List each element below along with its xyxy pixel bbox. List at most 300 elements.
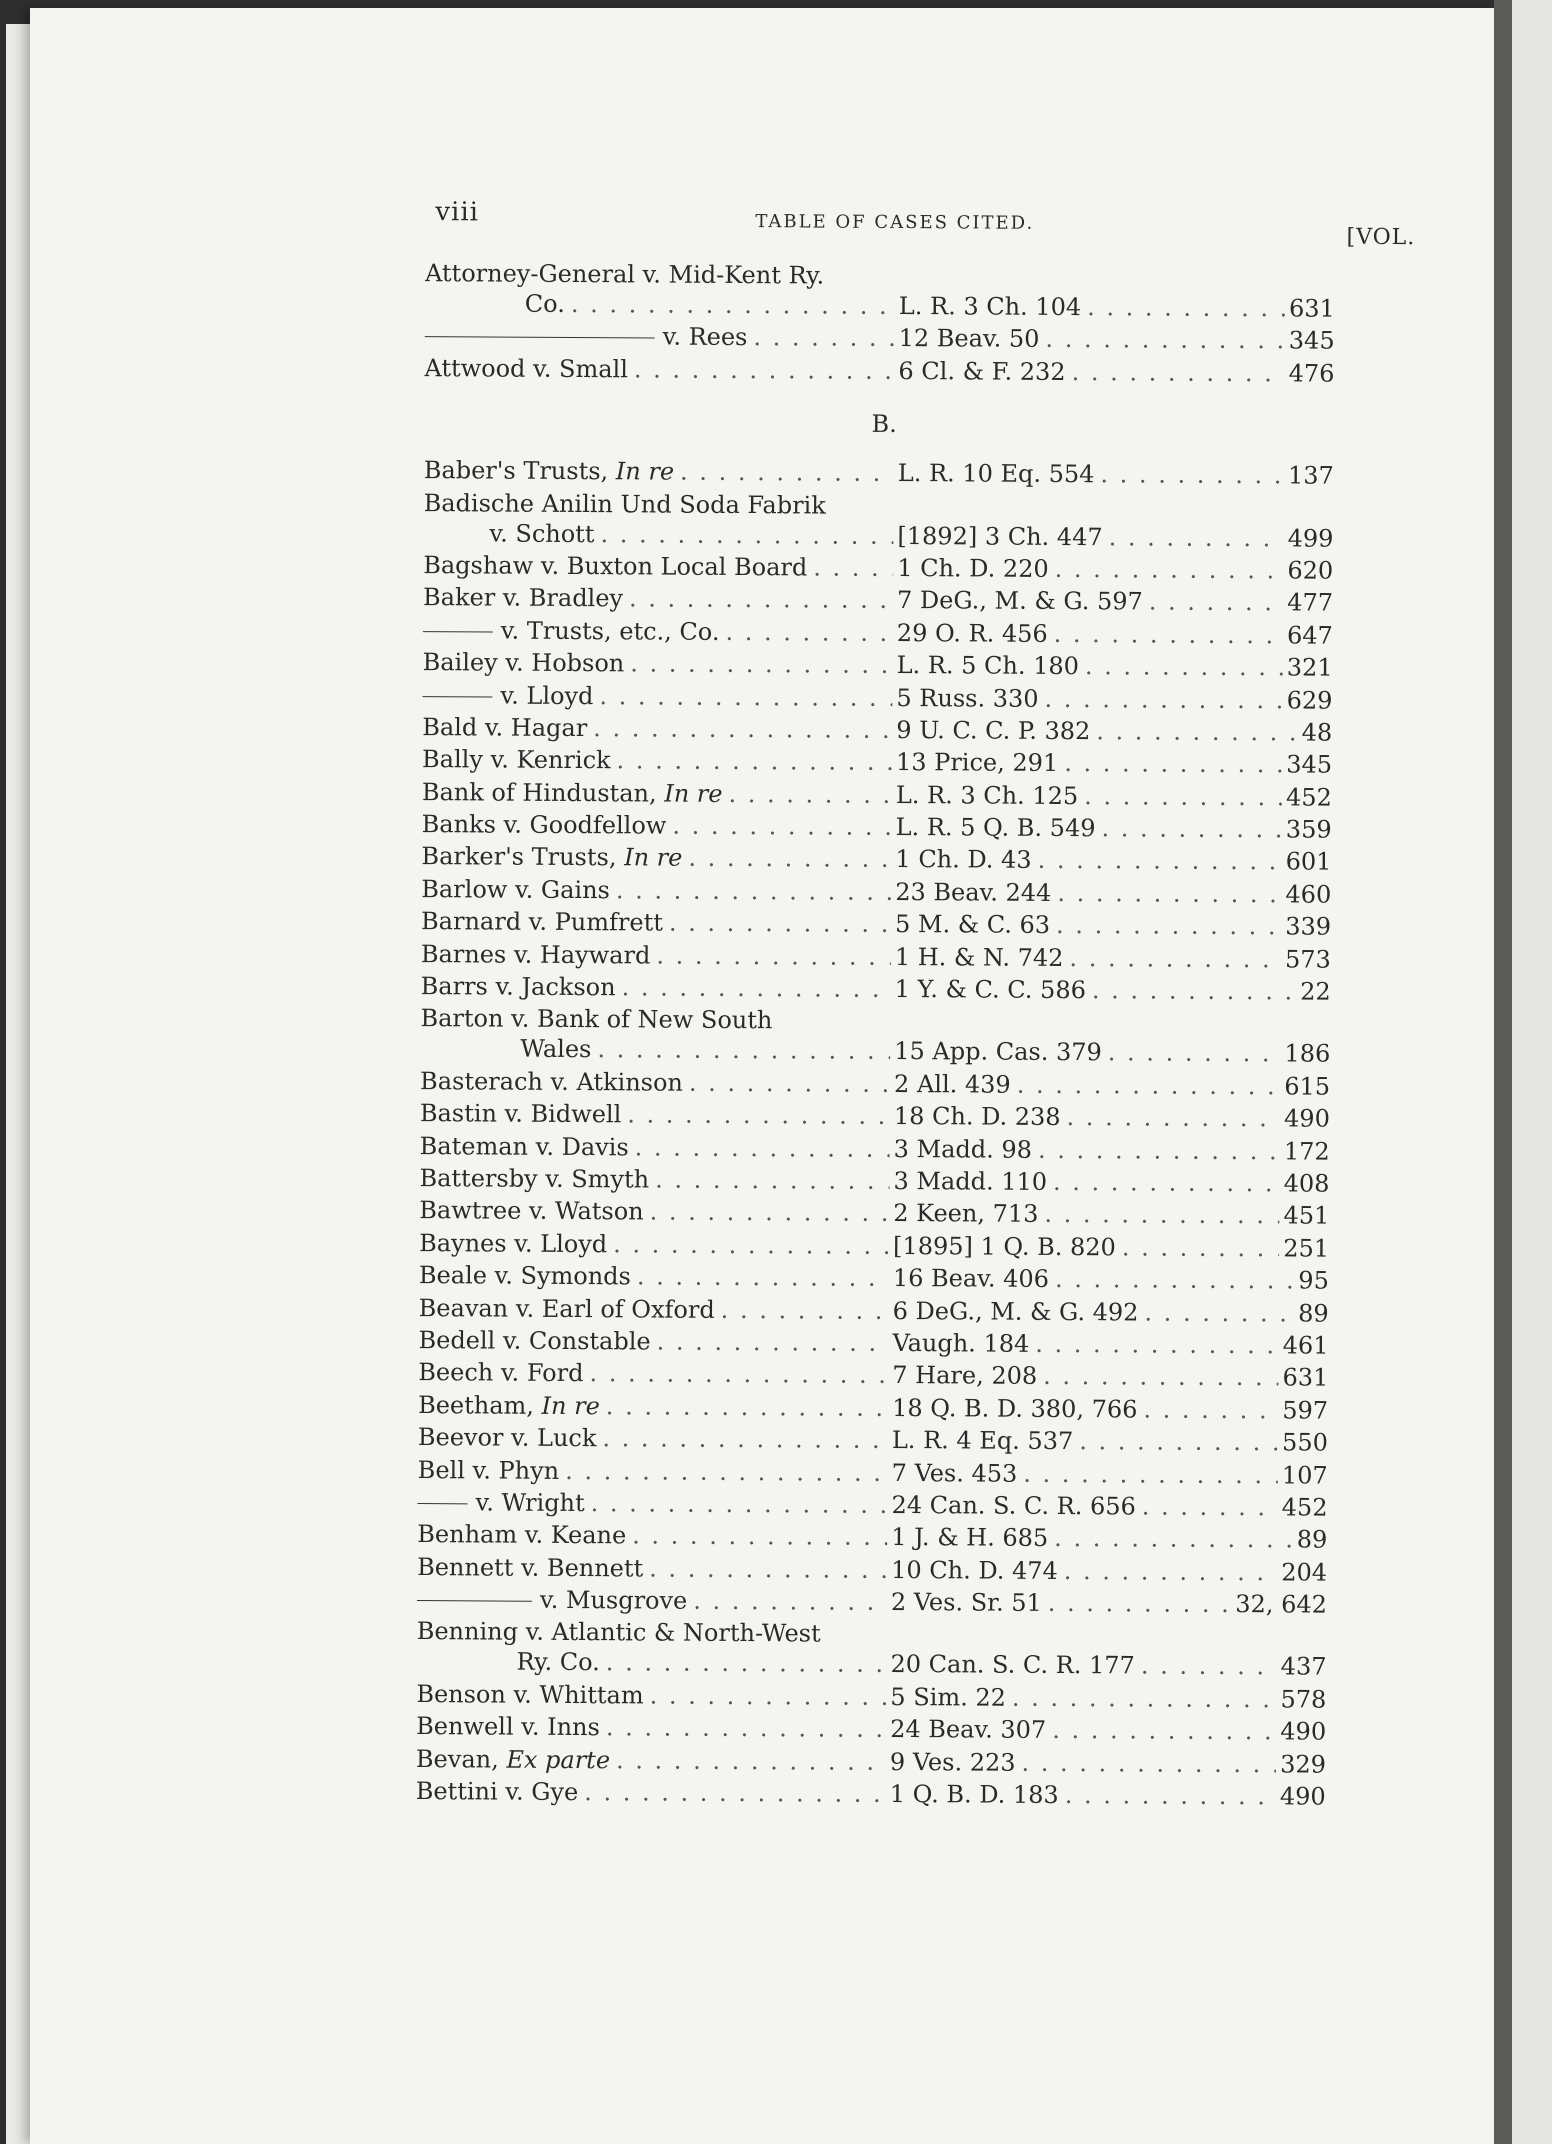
page-reference: 578: [1280, 1685, 1327, 1714]
case-name: [420, 1034, 591, 1063]
case-name-cell: [420, 1067, 890, 1098]
leader-dots: [600, 1713, 886, 1743]
page-reference: 499: [1287, 523, 1334, 553]
case-name: [416, 1680, 643, 1709]
case-name-italic: In re: [624, 843, 683, 873]
leader-dots: [1049, 1265, 1295, 1294]
case-name-text: Beetham,: [418, 1390, 535, 1420]
case-name-text: Beale v. Symonds: [418, 1261, 631, 1291]
page-reference: 629: [1286, 685, 1333, 715]
page-reference: 186: [1284, 1039, 1331, 1069]
case-name-cell: [423, 616, 893, 647]
leader-dots: [1029, 1330, 1279, 1360]
page-reference: 631: [1288, 294, 1335, 323]
case-name-cell: [417, 1585, 887, 1616]
leader-dots: [1048, 620, 1284, 649]
report-citation: 7 DeG., M. & G. 597: [896, 586, 1143, 616]
page-reference: 451: [1283, 1201, 1330, 1230]
leader-dots: [626, 1522, 887, 1552]
page-reference: 32, 642: [1235, 1590, 1328, 1619]
citation-cell: [888, 1329, 1328, 1360]
leader-dots: [1058, 749, 1282, 778]
case-name: [419, 1196, 644, 1225]
page-reference: 490: [1283, 1104, 1330, 1133]
citation-cell: [889, 1264, 1329, 1295]
case-name-cell: [417, 1618, 887, 1649]
report-citation: [1892] 3 Ch. 447: [897, 521, 1103, 551]
leader-dots: [1017, 1459, 1278, 1489]
page-reference: 204: [1281, 1558, 1328, 1587]
citation-cell: [890, 1070, 1330, 1101]
case-name-text: Co.: [524, 289, 565, 318]
citation-cell: [890, 1102, 1330, 1133]
case-name-cell: [422, 778, 892, 809]
case-name: [425, 259, 824, 289]
citation-cell: [895, 324, 1335, 355]
citation-cell: [891, 975, 1331, 1006]
case-name-cell: [419, 1196, 889, 1227]
report-citation: 23 Beav. 244: [895, 877, 1052, 907]
case-name-cell: [418, 1423, 888, 1454]
case-name-cell: [424, 489, 894, 520]
page-reference: 172: [1283, 1136, 1330, 1166]
case-name-text: Battersby v. Smyth: [419, 1164, 650, 1194]
leader-dots: [651, 1327, 889, 1356]
case-name-text: Bedell v. Constable: [418, 1326, 651, 1356]
leader-dots: [1136, 1492, 1278, 1521]
citation-cell: [894, 459, 1334, 490]
leader-dots: [674, 458, 894, 487]
case-name-italic: Ex parte: [506, 1745, 611, 1774]
page-reference: 345: [1286, 750, 1333, 779]
report-citation: 18 Ch. D. 238: [893, 1102, 1061, 1132]
page-reference: 550: [1282, 1428, 1328, 1457]
case-name-cell: [421, 972, 891, 1003]
leader-dots: [719, 618, 893, 647]
citation-cell: [893, 619, 1333, 650]
ditto-dash: [423, 631, 493, 632]
citation-cell: [888, 1394, 1328, 1425]
case-name-cell: [416, 1745, 886, 1776]
case-name: [423, 616, 720, 646]
leader-dots: [666, 812, 891, 841]
case-name: [422, 745, 611, 774]
page-reference: 597: [1282, 1396, 1329, 1425]
case-name-text: Barrs v. Jackson: [420, 972, 616, 1002]
case-name-text: Bateman v. Davis: [419, 1131, 629, 1161]
case-name-cell: [420, 1004, 890, 1035]
case-name-text: v. Wright: [475, 1488, 585, 1517]
citation-cell: [887, 1556, 1327, 1587]
case-name-text: Bald v. Hagar: [422, 712, 588, 742]
report-citation: 15 App. Cas. 379: [894, 1037, 1102, 1067]
case-name: [420, 1004, 772, 1034]
case-name: [418, 1391, 600, 1420]
case-name-text: v. Rees: [662, 322, 748, 352]
case-name: [421, 907, 663, 936]
leader-dots: [1063, 944, 1281, 973]
case-name-cell: [425, 321, 895, 352]
page-reference: 452: [1281, 1493, 1328, 1522]
case-name-text: Bally v. Kenrick: [421, 745, 611, 775]
case-name: [418, 1326, 650, 1355]
case-name-text: Bailey v. Hobson: [422, 648, 625, 678]
leader-dots: [593, 682, 892, 712]
leader-dots: [1050, 911, 1281, 940]
case-name: [421, 843, 682, 873]
leader-dots: [715, 1295, 889, 1324]
case-name: [417, 1520, 626, 1549]
leader-dots: [1051, 879, 1281, 908]
case-name: [419, 1229, 607, 1258]
citation-cell: [891, 845, 1331, 876]
citation-cell: [893, 651, 1333, 682]
report-citation: 20 Can. S. C. R. 177: [890, 1650, 1135, 1680]
citation-cell: [893, 522, 1333, 553]
case-name-text: Baynes v. Lloyd: [419, 1228, 608, 1258]
case-name-text: Basterach v. Atkinson: [420, 1066, 684, 1097]
report-citation: L. R. 3 Ch. 104: [898, 291, 1082, 322]
case-name-cell: [421, 907, 891, 938]
case-name-text: v. Lloyd: [500, 681, 594, 710]
leader-dots: [621, 1101, 890, 1131]
page-reference: 329: [1280, 1749, 1327, 1779]
report-citation: 1 H. & N. 742: [894, 942, 1064, 972]
page-reference: 601: [1285, 847, 1332, 877]
leader-dots: [644, 1198, 890, 1227]
case-name: [418, 1423, 597, 1452]
leader-dots: [578, 1778, 886, 1808]
page-reference: 573: [1284, 944, 1331, 974]
report-citation: 24 Can. S. C. R. 656: [891, 1490, 1136, 1521]
case-name: [417, 1488, 584, 1517]
leader-dots: [1116, 1233, 1280, 1262]
case-name-text: Beavan v. Earl of Oxford: [418, 1293, 715, 1324]
case-name-cell: [425, 259, 895, 290]
leader-dots: [610, 876, 892, 906]
page-reference: 89: [1296, 1525, 1328, 1554]
case-name: [417, 1553, 643, 1582]
case-name-cell: [416, 1712, 886, 1743]
case-name: [424, 456, 674, 486]
leader-dots: [1066, 358, 1285, 387]
report-citation: 24 Beav. 307: [890, 1715, 1047, 1745]
report-citation: 1 Q. B. D. 183: [889, 1779, 1059, 1809]
case-name: [416, 1745, 610, 1774]
case-name-italic: In re: [541, 1391, 600, 1420]
leader-dots: [600, 1392, 888, 1422]
case-name-text: Beech v. Ford: [418, 1358, 584, 1388]
case-name-text: Wales: [520, 1035, 592, 1064]
report-citation: 1 Ch. D. 220: [897, 553, 1049, 583]
leader-dots: [1015, 1748, 1276, 1778]
citation-cell: [889, 1232, 1329, 1263]
leader-dots: [629, 1133, 890, 1163]
ditto-dash: [422, 696, 492, 697]
case-name: [424, 354, 628, 383]
page-reference: 620: [1287, 556, 1334, 585]
case-name-cell: [420, 1132, 890, 1163]
page-reference: 22: [1300, 977, 1331, 1006]
ditto-dash: [425, 336, 655, 338]
case-name-cell: [416, 1680, 886, 1711]
case-name-text: Bell v. Phyn: [417, 1455, 560, 1485]
case-name-text: Bastin v. Bidwell: [419, 1099, 622, 1129]
case-name-cell: [422, 745, 892, 776]
leader-dots: [1078, 782, 1282, 811]
leader-dots: [600, 1649, 887, 1679]
citation-cell: [892, 781, 1332, 812]
leader-dots: [1039, 325, 1285, 354]
report-citation: 6 Cl. & F. 232: [898, 356, 1066, 386]
citation-cell: [892, 748, 1332, 779]
report-citation: 18 Q. B. D. 380, 766: [892, 1393, 1138, 1424]
citation-cell: [892, 716, 1332, 747]
citation-cell: [886, 1650, 1326, 1681]
leader-dots: [687, 1587, 887, 1616]
page-reference: 631: [1282, 1363, 1329, 1392]
leader-dots: [1032, 846, 1282, 876]
citation-cell: [887, 1491, 1327, 1522]
leader-dots: [1058, 1557, 1278, 1586]
citation-cell: [891, 878, 1331, 909]
case-name-cell: [423, 551, 893, 582]
leader-dots: [747, 323, 894, 352]
leader-dots: [587, 714, 892, 744]
citation-cell: [887, 1588, 1327, 1619]
leader-dots: [807, 553, 893, 582]
leader-dots: [1046, 1716, 1276, 1745]
leader-dots: [596, 1424, 888, 1454]
case-name-text: Ry. Co.: [516, 1648, 600, 1677]
page-reference: 251: [1283, 1234, 1330, 1263]
case-name: [422, 713, 587, 742]
leader-dots: [1049, 555, 1284, 584]
report-citation: 3 Madd. 110: [893, 1166, 1048, 1196]
case-name: [423, 519, 594, 548]
leader-dots: [611, 747, 893, 777]
report-citation: 9 U. C. C. P. 382: [896, 715, 1091, 746]
case-name-text: Benham v. Keane: [417, 1520, 627, 1550]
case-name: [425, 321, 748, 351]
leader-dots: [616, 973, 891, 1003]
case-name: [424, 489, 826, 519]
ditto-dash: [418, 1503, 468, 1504]
leader-dots: [1095, 814, 1281, 843]
case-name-cell: [423, 648, 893, 679]
case-name: [423, 583, 623, 612]
citation-cell: [886, 1715, 1326, 1746]
report-citation: 2 Ves. Sr. 51: [890, 1588, 1042, 1617]
leader-dots: [1073, 1427, 1278, 1456]
leader-dots: [644, 1681, 887, 1710]
leader-dots: [1038, 1200, 1279, 1229]
leader-dots: [565, 290, 895, 320]
page-reference: 490: [1280, 1717, 1327, 1746]
page-reference: 647: [1286, 621, 1333, 650]
citation-cell: [892, 683, 1332, 714]
leader-dots: [610, 1746, 886, 1776]
leader-dots: [1143, 588, 1284, 617]
case-name: [421, 972, 616, 1001]
case-name: [417, 1618, 821, 1648]
case-name-text: Benning v. Atlantic & North-West: [416, 1617, 821, 1648]
report-citation: 2 Keen, 713: [893, 1199, 1039, 1229]
case-name-cell: [424, 456, 894, 487]
citation-cell: [889, 1167, 1329, 1198]
report-citation: 10 Ch. D. 474: [891, 1555, 1058, 1585]
page-reference: 339: [1285, 912, 1332, 941]
case-name-cell: [423, 583, 893, 614]
page-reference: 437: [1280, 1652, 1327, 1682]
case-name: [420, 1067, 683, 1097]
citation-cell: [893, 586, 1333, 617]
report-citation: 7 Ves. 453: [891, 1458, 1018, 1488]
case-name: [416, 1648, 599, 1677]
leader-dots: [1047, 1168, 1280, 1197]
leader-dots: [1061, 1103, 1281, 1132]
leader-dots: [683, 1068, 890, 1097]
leader-dots: [1135, 1652, 1277, 1681]
report-citation: 2 All. 439: [894, 1069, 1011, 1099]
case-name-text: Bawtree v. Watson: [419, 1196, 644, 1226]
citation-cell: [891, 943, 1331, 974]
report-citation: [1895] 1 Q. B. 820: [893, 1231, 1116, 1262]
case-entry: [416, 1777, 1376, 1815]
citation-cell: [889, 1296, 1329, 1327]
report-citation: 1 Ch. D. 43: [895, 845, 1032, 875]
case-name-cell: [422, 681, 892, 712]
report-citation: L. R. 5 Ch. 180: [896, 651, 1080, 681]
case-name-cell: [419, 1164, 889, 1195]
leader-dots: [623, 585, 893, 615]
page-reference: 345: [1288, 326, 1335, 356]
leader-dots: [559, 1456, 888, 1486]
citation-cell: [888, 1361, 1328, 1392]
case-name: [422, 778, 723, 808]
page-reference: 95: [1298, 1266, 1329, 1295]
case-name-text: Attwood v. Small: [424, 353, 629, 384]
case-name-text: v. Musgrove: [539, 1585, 688, 1615]
case-name-cell: [420, 1034, 890, 1065]
leader-dots: [1086, 976, 1296, 1005]
volume-marker: [VOL.: [1346, 224, 1416, 251]
citation-cell: [886, 1780, 1326, 1811]
case-name: [419, 1294, 715, 1324]
case-name-text: v. Trusts, etc., Co.: [500, 616, 720, 646]
case-name-text: v. Schott: [489, 519, 595, 548]
case-name-cell: [417, 1520, 887, 1551]
case-name-cell: [418, 1358, 888, 1389]
page-reference: 460: [1285, 880, 1332, 909]
leader-dots: [1081, 293, 1285, 322]
page-reference: 137: [1287, 461, 1334, 490]
case-name: [420, 1132, 629, 1161]
report-citation: L. R. 4 Eq. 537: [891, 1426, 1074, 1456]
report-citation: 7 Hare, 208: [892, 1361, 1038, 1391]
leader-dots: [1090, 717, 1298, 746]
case-name-text: Benwell v. Inns: [416, 1712, 600, 1742]
report-citation: 6 DeG., M. & G. 492: [892, 1296, 1139, 1327]
case-name: [418, 1358, 583, 1387]
case-name-text: Attorney-General v. Mid-Kent Ry.: [424, 259, 825, 290]
leader-dots: [1037, 1362, 1278, 1391]
leader-dots: [722, 780, 891, 809]
page-reference: 476: [1288, 359, 1335, 388]
case-name-cell: [419, 1229, 889, 1260]
report-citation: 13 Price, 291: [895, 748, 1059, 778]
leader-dots: [1006, 1684, 1277, 1714]
citation-cell: [891, 910, 1331, 941]
case-name-text: Badische Anilin Und Soda Fabrik: [423, 488, 826, 520]
page-reference: 461: [1282, 1331, 1329, 1360]
leader-dots: [682, 844, 891, 873]
case-name-text: Bagshaw v. Buxton Local Board: [423, 551, 808, 582]
case-name-text: Barker's Trusts,: [421, 842, 617, 872]
leader-dots: [624, 649, 893, 679]
case-name-text: Barlow v. Gains: [421, 874, 610, 905]
leader-dots: [1038, 684, 1282, 713]
report-citation: L. R. 5 Q. B. 549: [895, 813, 1096, 843]
citation-cell: [895, 292, 1335, 323]
case-name-text: Baker v. Bradley: [422, 583, 624, 613]
leader-dots: [1011, 1070, 1281, 1100]
report-citation: L. R. 3 Ch. 125: [895, 780, 1079, 810]
report-citation: 1 J. & H. 685: [891, 1523, 1049, 1553]
leader-dots: [628, 355, 895, 385]
case-name-cell: [417, 1553, 887, 1584]
citation-cell: [889, 1199, 1329, 1230]
case-name-text: Barnard v. Pumfrett: [420, 907, 663, 937]
running-header: [435, 197, 1415, 253]
leader-dots: [591, 1036, 890, 1066]
case-name-cell: [423, 519, 893, 550]
case-name-cell: [422, 713, 892, 744]
citation-cell: [894, 357, 1334, 388]
leader-dots: [1079, 652, 1283, 681]
citation-cell: [888, 1426, 1328, 1457]
leader-dots: [1137, 1395, 1278, 1424]
report-citation: 12 Beav. 50: [898, 324, 1040, 354]
report-citation: 16 Beav. 406: [892, 1264, 1050, 1294]
leader-dots: [663, 909, 891, 938]
case-name-text: Beevor v. Luck: [417, 1423, 597, 1453]
case-name: [419, 1164, 649, 1193]
case-name-cell: [424, 354, 894, 385]
case-name-text: Baber's Trusts,: [423, 456, 609, 486]
report-citation: 9 Ves. 223: [889, 1747, 1016, 1777]
page-reference: 490: [1279, 1782, 1326, 1811]
case-name-text: Bank of Hindustan,: [421, 777, 657, 808]
citation-cell: [892, 813, 1332, 844]
page-reference: 477: [1287, 588, 1334, 617]
report-citation: 5 Russ. 330: [896, 683, 1039, 713]
case-name: [419, 1261, 631, 1290]
report-citation: 1 Y. & C. C. 586: [894, 974, 1087, 1005]
running-title: TABLE OF CASES CITED.: [755, 211, 1035, 234]
case-name-cell: [418, 1326, 888, 1357]
case-name-cell: [421, 875, 891, 906]
case-name-text: Barton v. Bank of New South: [420, 1004, 773, 1035]
report-citation: 3 Madd. 98: [893, 1134, 1033, 1164]
page-reference: 452: [1285, 783, 1332, 812]
case-name: [416, 1777, 579, 1806]
case-name-cell: [417, 1488, 887, 1519]
report-citation: L. R. 10 Eq. 554: [897, 459, 1095, 489]
leader-dots: [594, 520, 893, 550]
leader-dots: [1094, 460, 1284, 489]
citation-cell: [886, 1683, 1326, 1714]
